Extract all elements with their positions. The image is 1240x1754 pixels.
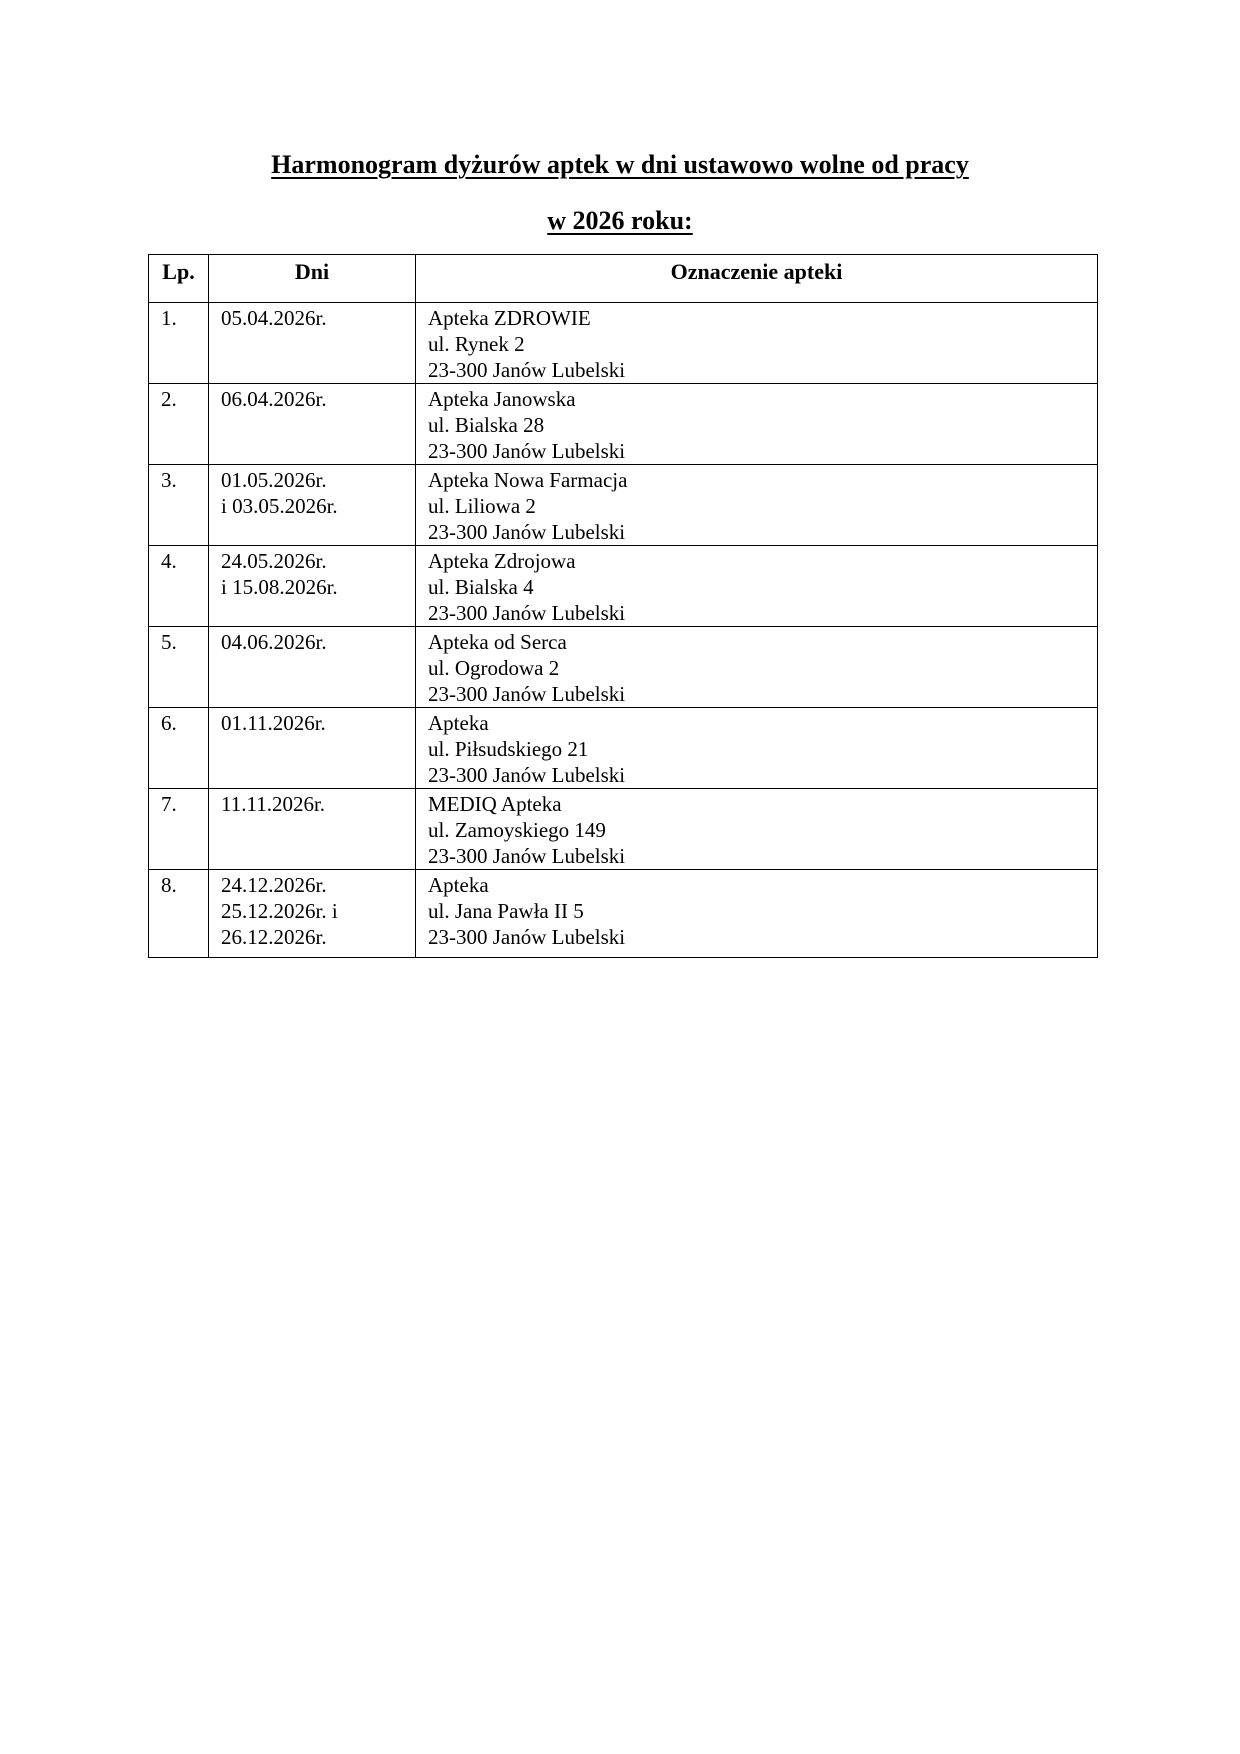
row-pharmacy bbox=[416, 384, 1098, 465]
pharmacy-street: ul. Ogrodowa 2 bbox=[428, 656, 560, 680]
row-dates bbox=[209, 789, 416, 870]
date-line: 01.11.2026r. bbox=[221, 711, 326, 735]
table-row bbox=[149, 789, 1098, 870]
header-dni: Dni bbox=[209, 255, 416, 303]
date-line: 24.12.2026r. bbox=[221, 873, 327, 897]
pharmacy-street: ul. Liliowa 2 bbox=[428, 494, 536, 518]
table-header-row bbox=[149, 255, 1098, 303]
row-pharmacy bbox=[416, 708, 1098, 789]
pharmacy-city: 23-300 Janów Lubelski bbox=[428, 682, 626, 706]
table-row bbox=[149, 870, 1098, 958]
table-row bbox=[149, 708, 1098, 789]
row-pharmacy bbox=[416, 546, 1098, 627]
pharmacy-name: Apteka bbox=[428, 711, 489, 735]
row-dates bbox=[209, 627, 416, 708]
row-number: 5. bbox=[149, 627, 209, 708]
pharmacy-street: ul. Jana Pawła II 5 bbox=[428, 899, 584, 923]
row-number: 1. bbox=[149, 303, 209, 384]
row-number: 6. bbox=[149, 708, 209, 789]
row-number: 3. bbox=[149, 465, 209, 546]
row-number: 2. bbox=[149, 384, 209, 465]
header-lp: Lp. bbox=[149, 255, 209, 303]
row-dates bbox=[209, 465, 416, 546]
row-dates bbox=[209, 546, 416, 627]
row-number: 8. bbox=[149, 870, 209, 958]
date-line: 26.12.2026r. bbox=[221, 925, 327, 949]
pharmacy-city: 23-300 Janów Lubelski bbox=[428, 925, 626, 949]
row-dates bbox=[209, 870, 416, 958]
document-title: Harmonogram dyżurów aptek w dni ustawowo wolne od pracy bbox=[271, 150, 969, 179]
row-number: 4. bbox=[149, 546, 209, 627]
table-row bbox=[149, 384, 1098, 465]
pharmacy-street: ul. Bialska 4 bbox=[428, 575, 534, 599]
pharmacy-name: Apteka ZDROWIE bbox=[428, 306, 591, 330]
pharmacy-city: 23-300 Janów Lubelski bbox=[428, 358, 626, 382]
pharmacy-street: ul. Piłsudskiego 21 bbox=[428, 737, 589, 761]
date-line: 25.12.2026r. i bbox=[221, 899, 338, 923]
date-line: 04.06.2026r. bbox=[221, 630, 327, 654]
date-line: 01.05.2026r. bbox=[221, 468, 327, 492]
pharmacy-name: Apteka Zdrojowa bbox=[428, 549, 576, 573]
pharmacy-name: Apteka Nowa Farmacja bbox=[428, 468, 628, 492]
pharmacy-street: ul. Zamoyskiego 149 bbox=[428, 818, 606, 842]
pharmacy-street: ul. Bialska 28 bbox=[428, 413, 545, 437]
date-line: i 03.05.2026r. bbox=[221, 494, 338, 518]
pharmacy-city: 23-300 Janów Lubelski bbox=[428, 844, 626, 868]
pharmacy-street: ul. Rynek 2 bbox=[428, 332, 525, 356]
row-pharmacy bbox=[416, 627, 1098, 708]
pharmacy-name: Apteka Janowska bbox=[428, 387, 576, 411]
document-subtitle: w 2026 roku: bbox=[547, 206, 693, 235]
row-number: 7. bbox=[149, 789, 209, 870]
row-pharmacy bbox=[416, 465, 1098, 546]
row-dates bbox=[209, 384, 416, 465]
table-row bbox=[149, 627, 1098, 708]
table-row bbox=[149, 303, 1098, 384]
row-pharmacy bbox=[416, 870, 1098, 958]
date-line: 05.04.2026r. bbox=[221, 306, 327, 330]
pharmacy-name: Apteka od Serca bbox=[428, 630, 567, 654]
header-apteka: Oznaczenie apteki bbox=[416, 255, 1098, 303]
pharmacy-city: 23-300 Janów Lubelski bbox=[428, 439, 626, 463]
pharmacy-city: 23-300 Janów Lubelski bbox=[428, 763, 626, 787]
date-line: i 15.08.2026r. bbox=[221, 575, 338, 599]
pharmacy-name: Apteka bbox=[428, 873, 489, 897]
date-line: 06.04.2026r. bbox=[221, 387, 327, 411]
table-row bbox=[149, 465, 1098, 546]
pharmacy-city: 23-300 Janów Lubelski bbox=[428, 520, 626, 544]
pharmacy-name: MEDIQ Apteka bbox=[428, 792, 562, 816]
row-dates bbox=[209, 303, 416, 384]
date-line: 24.05.2026r. bbox=[221, 549, 327, 573]
date-line: 11.11.2026r. bbox=[221, 792, 326, 816]
table-row bbox=[149, 546, 1098, 627]
row-pharmacy bbox=[416, 789, 1098, 870]
pharmacy-city: 23-300 Janów Lubelski bbox=[428, 601, 626, 625]
pharmacy-schedule-table bbox=[148, 254, 1098, 958]
row-pharmacy bbox=[416, 303, 1098, 384]
row-dates bbox=[209, 708, 416, 789]
